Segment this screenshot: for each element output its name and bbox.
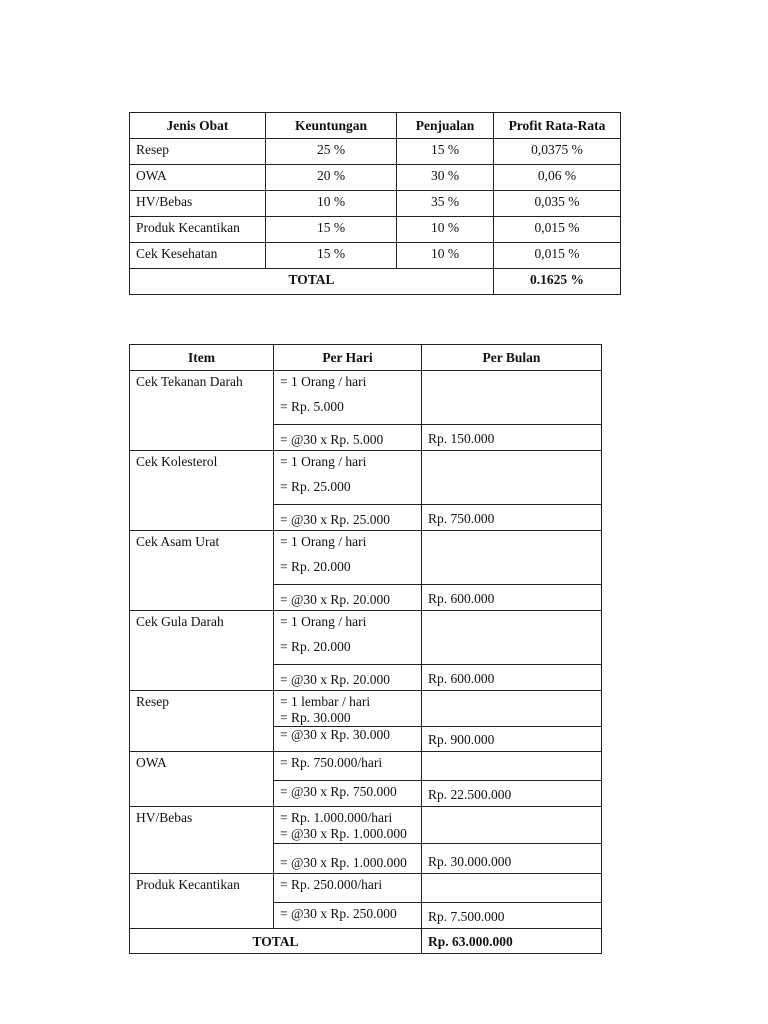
empty-cell <box>422 807 602 844</box>
column-header: Keuntungan <box>266 113 397 139</box>
column-header: Item <box>130 345 274 371</box>
empty-cell <box>422 752 602 781</box>
total-label: TOTAL <box>130 929 422 954</box>
total-label: TOTAL <box>130 269 494 295</box>
item-name: Cek Tekanan Darah <box>130 371 274 451</box>
total-row <box>130 269 621 295</box>
profit-table <box>129 112 621 295</box>
table-cell: 10 % <box>266 191 397 217</box>
calc-cell: = @30 x Rp. 30.000 <box>274 727 422 752</box>
table-cell: 0,015 % <box>494 217 621 243</box>
monthly-cell: Rp. 600.000 <box>422 665 602 691</box>
monthly-cell: Rp. 600.000 <box>422 585 602 611</box>
table-cell: 20 % <box>266 165 397 191</box>
table-row <box>130 691 602 727</box>
daily-cell <box>274 752 422 781</box>
daily-line: = 1 Orang / hari <box>280 374 367 389</box>
table-cell: 0,06 % <box>494 165 621 191</box>
income-table <box>129 344 602 954</box>
daily-line: = Rp. 250.000/hari <box>280 877 383 892</box>
column-header: Per Bulan <box>422 345 602 371</box>
total-value: Rp. 63.000.000 <box>422 929 602 954</box>
table-cell: 25 % <box>266 139 397 165</box>
daily-line: = @30 x Rp. 1.000.000 <box>280 826 407 841</box>
table-cell: Cek Kesehatan <box>130 243 266 269</box>
daily-line: = Rp. 750.000/hari <box>280 755 383 770</box>
daily-cell <box>274 451 422 505</box>
calc-cell: = @30 x Rp. 20.000 <box>274 665 422 691</box>
daily-line: = Rp. 20.000 <box>280 639 351 654</box>
column-header: Penjualan <box>397 113 494 139</box>
empty-cell <box>422 691 602 727</box>
daily-line: = Rp. 1.000.000/hari <box>280 810 393 825</box>
daily-line: = 1 Orang / hari <box>280 614 367 629</box>
daily-cell <box>274 371 422 425</box>
monthly-cell: Rp. 22.500.000 <box>422 781 602 807</box>
table-cell: 0,035 % <box>494 191 621 217</box>
item-name: Resep <box>130 691 274 752</box>
daily-line: = 1 Orang / hari <box>280 454 367 469</box>
empty-cell <box>422 611 602 665</box>
table-row <box>130 752 602 781</box>
table-cell: Resep <box>130 139 266 165</box>
table-row <box>130 371 602 425</box>
table-row <box>130 217 621 243</box>
daily-line: = Rp. 25.000 <box>280 479 351 494</box>
calc-cell: = @30 x Rp. 750.000 <box>274 781 422 807</box>
table-cell: 0,015 % <box>494 243 621 269</box>
column-header: Per Hari <box>274 345 422 371</box>
daily-cell <box>274 807 422 844</box>
total-value: 0.1625 % <box>494 269 621 295</box>
monthly-cell: Rp. 150.000 <box>422 425 602 451</box>
total-row <box>130 929 602 954</box>
monthly-cell: Rp. 900.000 <box>422 727 602 752</box>
table-cell: 10 % <box>397 243 494 269</box>
table-cell: 30 % <box>397 165 494 191</box>
table-cell: Produk Kecantikan <box>130 217 266 243</box>
daily-line: = 1 Orang / hari <box>280 534 367 549</box>
table-row <box>130 243 621 269</box>
monthly-cell: Rp. 30.000.000 <box>422 844 602 874</box>
table-row <box>130 451 602 505</box>
empty-cell <box>422 451 602 505</box>
item-name: OWA <box>130 752 274 807</box>
table-cell: 15 % <box>397 139 494 165</box>
table-row <box>130 139 621 165</box>
table-cell: 35 % <box>397 191 494 217</box>
item-name: Cek Kolesterol <box>130 451 274 531</box>
table-cell: 15 % <box>266 243 397 269</box>
item-name: Cek Gula Darah <box>130 611 274 691</box>
empty-cell <box>422 371 602 425</box>
calc-cell: = @30 x Rp. 1.000.000 <box>274 844 422 874</box>
calc-cell: = @30 x Rp. 5.000 <box>274 425 422 451</box>
item-name: HV/Bebas <box>130 807 274 874</box>
item-name: Produk Kecantikan <box>130 874 274 929</box>
table-cell: HV/Bebas <box>130 191 266 217</box>
empty-cell <box>422 531 602 585</box>
daily-line: = Rp. 30.000 <box>280 710 351 725</box>
table-row <box>130 611 602 665</box>
monthly-cell: Rp. 7.500.000 <box>422 903 602 929</box>
calc-cell: = @30 x Rp. 250.000 <box>274 903 422 929</box>
daily-cell <box>274 531 422 585</box>
table-header-row <box>130 345 602 371</box>
daily-line: = Rp. 5.000 <box>280 399 344 414</box>
daily-line: = Rp. 20.000 <box>280 559 351 574</box>
table-row <box>130 807 602 844</box>
item-name: Cek Asam Urat <box>130 531 274 611</box>
table-cell: 10 % <box>397 217 494 243</box>
table-cell: 0,0375 % <box>494 139 621 165</box>
table-cell: OWA <box>130 165 266 191</box>
table-cell: 15 % <box>266 217 397 243</box>
table-row <box>130 531 602 585</box>
daily-cell <box>274 691 422 727</box>
daily-cell <box>274 874 422 903</box>
empty-cell <box>422 874 602 903</box>
table-row <box>130 191 621 217</box>
table-row <box>130 165 621 191</box>
daily-line: = 1 lembar / hari <box>280 694 371 709</box>
column-header: Jenis Obat <box>130 113 266 139</box>
column-header: Profit Rata-Rata <box>494 113 621 139</box>
calc-cell: = @30 x Rp. 25.000 <box>274 505 422 531</box>
monthly-cell: Rp. 750.000 <box>422 505 602 531</box>
table-row <box>130 874 602 903</box>
calc-cell: = @30 x Rp. 20.000 <box>274 585 422 611</box>
daily-cell <box>274 611 422 665</box>
table-header-row <box>130 113 621 139</box>
